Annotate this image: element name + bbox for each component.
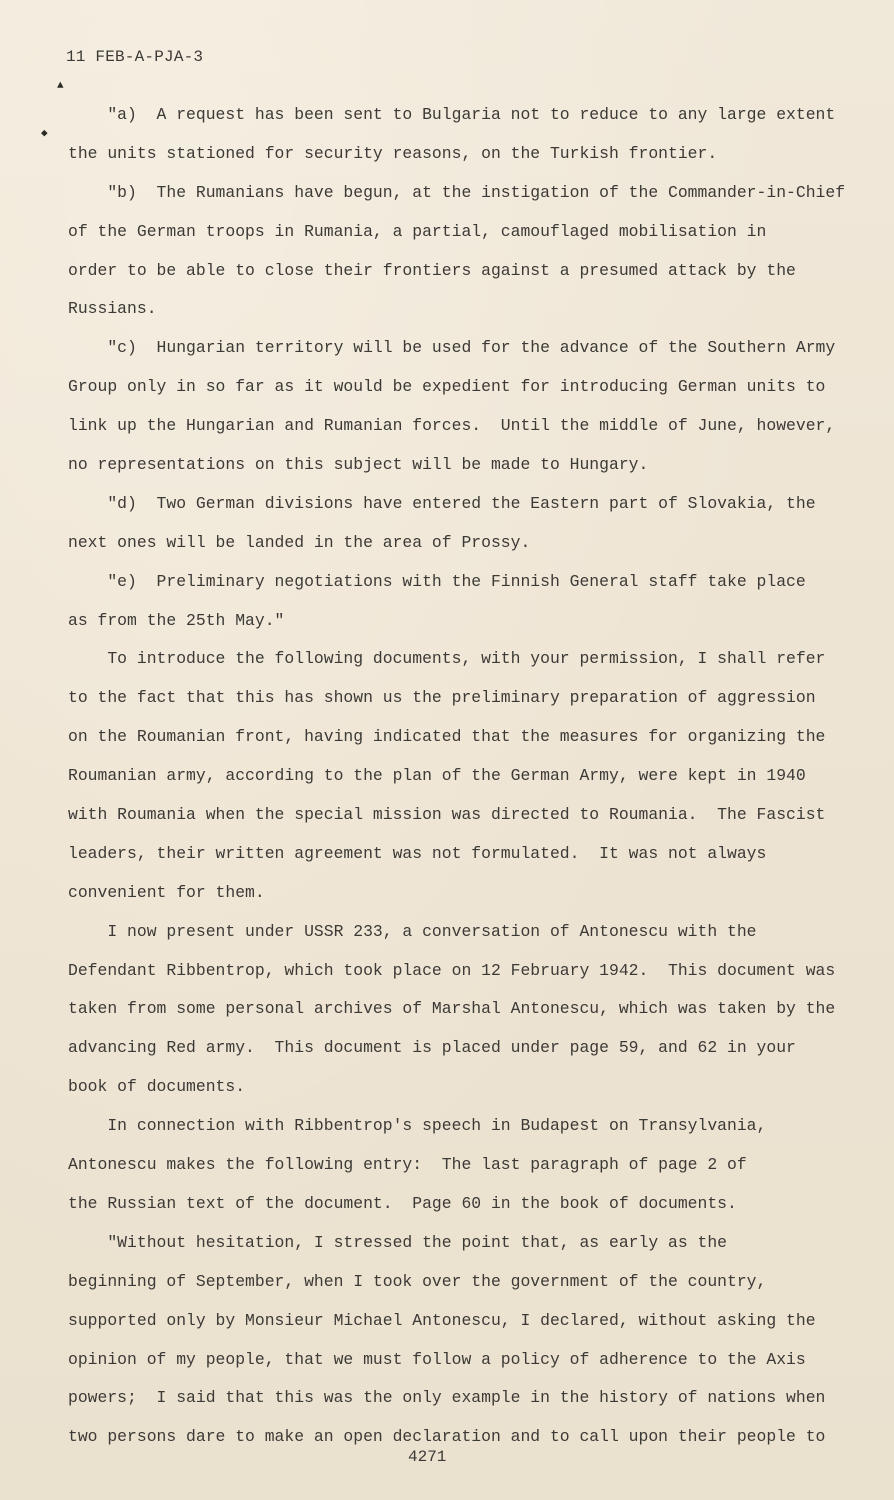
- page-number: 4271: [408, 1448, 447, 1466]
- text-line: the units stationed for security reasons, on the Turkish frontier.: [68, 143, 718, 163]
- text-line: To introduce the following documents, with your permission, I shall refer: [68, 649, 826, 669]
- text-line: on the Roumanian front, having indicated that the measures for organizing the: [68, 727, 826, 747]
- text-line: "d) Two German divisions have entered the Eastern part of Slovakia, the: [68, 493, 816, 513]
- text-line: I now present under USSR 233, a conversation of Antonescu with the: [68, 921, 757, 941]
- text-line: "b) The Rumanians have begun, at the instigation of the Commander-in-Chief: [68, 182, 846, 202]
- text-line: next ones will be landed in the area of Prossy.: [68, 532, 531, 552]
- document-reference: 11 FEB-A-PJA-3: [66, 48, 204, 66]
- text-line: Antonescu makes the following entry: The last paragraph of page 2 of: [68, 1155, 747, 1175]
- text-line: Group only in so far as it would be expedient for introducing German units to: [68, 377, 826, 397]
- text-line: powers; I said that this was the only example in the history of nations when: [68, 1388, 826, 1408]
- text-line: no representations on this subject will be made to Hungary.: [68, 455, 649, 475]
- text-line: with Roumania when the special mission was directed to Roumania. The Fascist: [68, 805, 826, 825]
- text-line: advancing Red army. This document is placed under page 59, and 62 in your: [68, 1038, 796, 1058]
- margin-mark-triangle: ▲: [57, 80, 64, 92]
- text-line: convenient for them.: [68, 882, 265, 902]
- text-line: as from the 25th May.": [68, 610, 285, 630]
- text-line: of the German troops in Rumania, a partial, camouflaged mobilisation in: [68, 221, 767, 241]
- text-line: two persons dare to make an open declaration and to call upon their people to: [68, 1427, 826, 1447]
- text-line: to the fact that this has shown us the preliminary preparation of aggression: [68, 688, 816, 708]
- margin-mark-diamond: ◆: [41, 128, 48, 140]
- text-line: beginning of September, when I took over the government of the country,: [68, 1271, 767, 1291]
- text-line: taken from some personal archives of Marshal Antonescu, which was taken by the: [68, 999, 836, 1019]
- text-line: opinion of my people, that we must follow a policy of adherence to the Axis: [68, 1349, 806, 1369]
- text-line: Roumanian army, according to the plan of the German Army, were kept in 1940: [68, 766, 806, 786]
- text-line: Russians.: [68, 299, 157, 319]
- text-line: "a) A request has been sent to Bulgaria not to reduce to any large extent: [68, 105, 836, 124]
- text-line: Defendant Ribbentrop, which took place on 12 February 1942. This document was: [68, 960, 836, 980]
- text-line: "Without hesitation, I stressed the point that, as early as the: [68, 1232, 728, 1252]
- text-line: In connection with Ribbentrop's speech in Budapest on Transylvania,: [68, 1116, 767, 1136]
- text-line: order to be able to close their frontiers against a presumed attack by the: [68, 260, 796, 280]
- text-line: "e) Preliminary negotiations with the Finnish General staff take place: [68, 571, 806, 591]
- text-line: book of documents.: [68, 1077, 246, 1097]
- text-line: leaders, their written agreement was not formulated. It was not always: [68, 843, 767, 863]
- text-line: the Russian text of the document. Page 60 in the book of documents.: [68, 1193, 737, 1213]
- text-line: link up the Hungarian and Rumanian forces. Until the middle of June, however,: [68, 416, 836, 436]
- document-body: [68, 96, 858, 1457]
- text-line: "c) Hungarian territory will be used for the advance of the Southern Army: [68, 338, 836, 358]
- text-line: supported only by Monsieur Michael Antonescu, I declared, without asking the: [68, 1310, 816, 1330]
